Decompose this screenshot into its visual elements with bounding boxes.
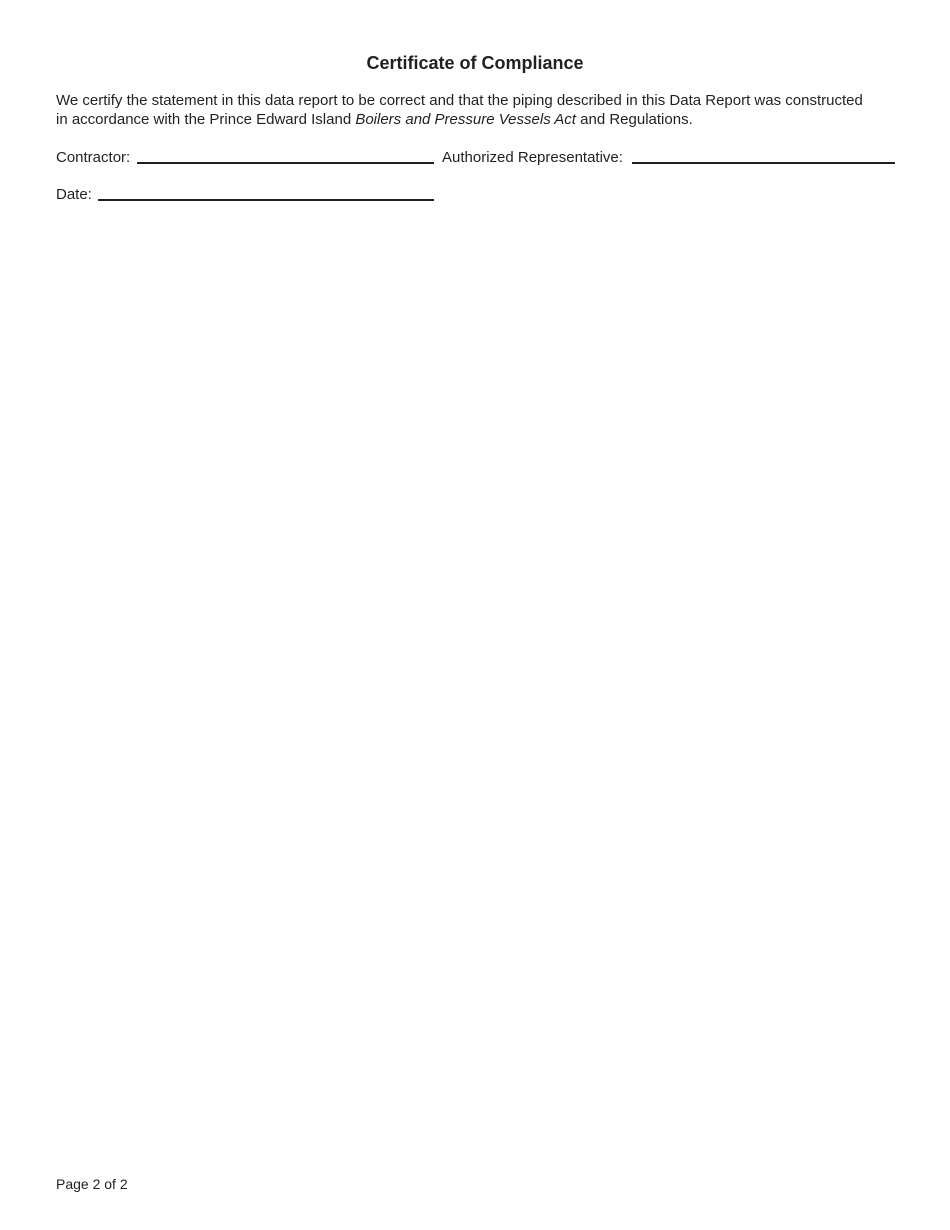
- authorized-representative-signature-line[interactable]: [632, 162, 895, 164]
- statement-line-2: [56, 110, 901, 129]
- authorized-representative-label: Authorized Representative:: [442, 149, 623, 166]
- contractor-label: Contractor:: [56, 149, 131, 166]
- certification-statement: [56, 91, 901, 129]
- page-number: Page 2 of 2: [56, 1176, 128, 1192]
- statement-text: in accordance with the Prince Edward Island: [56, 111, 356, 128]
- date-label: Date:: [56, 186, 92, 203]
- contractor-signature-line[interactable]: [137, 162, 434, 164]
- certificate-title: Certificate of Compliance: [366, 53, 584, 73]
- date-entry-line[interactable]: [98, 199, 434, 201]
- statement-line-1: We certify the statement in this data report to be correct and that the piping described in this Data Report was constructed: [56, 92, 863, 109]
- statement-text-end: and Regulations.: [575, 111, 693, 128]
- act-name: Boilers and Pressure Vessels Act: [355, 111, 576, 128]
